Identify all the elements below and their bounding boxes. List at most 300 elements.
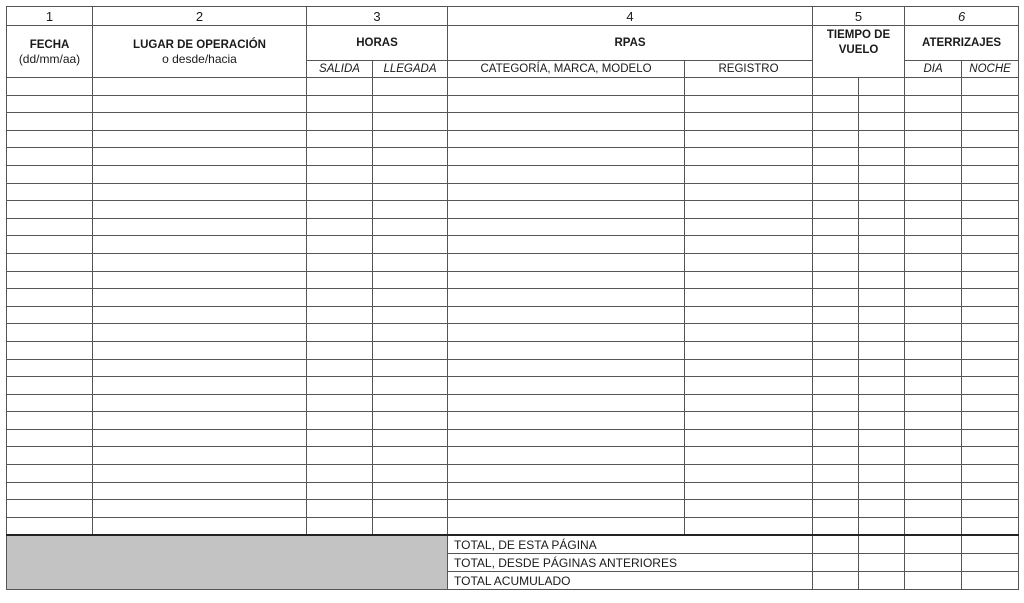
fecha-cell[interactable] [7, 201, 93, 219]
tiempo-m-cell[interactable] [859, 165, 905, 183]
categoria-cell[interactable] [448, 236, 685, 254]
tiempo-m-cell[interactable] [859, 465, 905, 483]
llegada-cell[interactable] [373, 500, 448, 518]
lugar-cell[interactable] [93, 447, 307, 465]
header-lugar-label: LUGAR DE OPERACIÓN [133, 38, 266, 51]
noche-cell[interactable] [962, 165, 1019, 183]
header-noche: NOCHE [962, 61, 1019, 78]
fecha-cell[interactable] [7, 218, 93, 236]
lugar-cell[interactable] [93, 95, 307, 113]
header-tiempo-vuelo [813, 26, 905, 61]
salida-cell[interactable] [307, 359, 373, 377]
llegada-cell[interactable] [373, 183, 448, 201]
fecha-cell[interactable] [7, 447, 93, 465]
lugar-cell[interactable] [93, 500, 307, 518]
noche-cell[interactable] [962, 201, 1019, 219]
registro-cell[interactable] [685, 306, 813, 324]
salida-cell[interactable] [307, 289, 373, 307]
log-entry-row [7, 201, 1019, 219]
noche-cell[interactable] [962, 465, 1019, 483]
noche-cell[interactable] [962, 341, 1019, 359]
lugar-cell[interactable] [93, 377, 307, 395]
tiempo-m-cell[interactable] [859, 359, 905, 377]
registro-cell[interactable] [685, 412, 813, 430]
header-llegada: LLEGADA [373, 61, 448, 78]
log-entry-row [7, 289, 1019, 307]
salida-cell[interactable] [307, 113, 373, 131]
tiempo-m-cell[interactable] [859, 183, 905, 201]
tiempo-h-cell[interactable] [813, 218, 859, 236]
registro-cell[interactable] [685, 324, 813, 342]
dia-cell[interactable] [905, 482, 962, 500]
lugar-cell[interactable] [93, 306, 307, 324]
salida-cell[interactable] [307, 517, 373, 535]
categoria-cell[interactable] [448, 289, 685, 307]
dia-cell[interactable] [905, 341, 962, 359]
categoria-cell[interactable] [448, 377, 685, 395]
dia-cell[interactable] [905, 183, 962, 201]
dia-cell[interactable] [905, 289, 962, 307]
fecha-cell[interactable] [7, 517, 93, 535]
categoria-cell[interactable] [448, 341, 685, 359]
fecha-cell[interactable] [7, 306, 93, 324]
noche-cell[interactable] [962, 482, 1019, 500]
noche-cell[interactable] [962, 130, 1019, 148]
log-entry-row [7, 429, 1019, 447]
registro-cell[interactable] [685, 236, 813, 254]
header-lugar [93, 26, 307, 78]
registro-cell[interactable] [685, 201, 813, 219]
tiempo-m-cell[interactable] [859, 148, 905, 166]
llegada-cell[interactable] [373, 253, 448, 271]
col-number-5: 5 [813, 7, 905, 26]
llegada-cell[interactable] [373, 236, 448, 254]
fecha-cell[interactable] [7, 465, 93, 483]
salida-cell[interactable] [307, 412, 373, 430]
tiempo-h-cell[interactable] [813, 500, 859, 518]
dia-cell[interactable] [905, 165, 962, 183]
categoria-cell[interactable] [448, 183, 685, 201]
noche-cell[interactable] [962, 359, 1019, 377]
log-entry-row [7, 517, 1019, 535]
dia-cell[interactable] [905, 359, 962, 377]
noche-cell[interactable] [962, 218, 1019, 236]
llegada-cell[interactable] [373, 377, 448, 395]
tiempo-m-cell[interactable] [859, 306, 905, 324]
total-tiempo-m-cell[interactable] [859, 535, 905, 554]
salida-cell[interactable] [307, 447, 373, 465]
noche-cell[interactable] [962, 324, 1019, 342]
dia-cell[interactable] [905, 306, 962, 324]
dia-cell[interactable] [905, 429, 962, 447]
header-row [7, 26, 1019, 61]
fecha-cell[interactable] [7, 359, 93, 377]
categoria-cell[interactable] [448, 113, 685, 131]
noche-cell[interactable] [962, 78, 1019, 96]
total-row [7, 535, 1019, 554]
header-fecha [7, 26, 93, 78]
lugar-cell[interactable] [93, 412, 307, 430]
dia-cell[interactable] [905, 148, 962, 166]
tiempo-h-cell[interactable] [813, 341, 859, 359]
registro-cell[interactable] [685, 377, 813, 395]
total-label: TOTAL, DESDE PÁGINAS ANTERIORES [448, 554, 813, 572]
tiempo-h-cell[interactable] [813, 253, 859, 271]
log-entry-row [7, 324, 1019, 342]
registro-cell[interactable] [685, 271, 813, 289]
llegada-cell[interactable] [373, 482, 448, 500]
log-entry-row [7, 359, 1019, 377]
dia-cell[interactable] [905, 394, 962, 412]
tiempo-h-cell[interactable] [813, 201, 859, 219]
llegada-cell[interactable] [373, 412, 448, 430]
registro-cell[interactable] [685, 253, 813, 271]
salida-cell[interactable] [307, 306, 373, 324]
registro-cell[interactable] [685, 78, 813, 96]
registro-cell[interactable] [685, 500, 813, 518]
tiempo-m-cell[interactable] [859, 324, 905, 342]
salida-cell[interactable] [307, 201, 373, 219]
dia-cell[interactable] [905, 412, 962, 430]
llegada-cell[interactable] [373, 324, 448, 342]
dia-cell[interactable] [905, 271, 962, 289]
lugar-cell[interactable] [93, 429, 307, 447]
header-tiempo-vuelo-label: TIEMPO DE VUELO [826, 29, 891, 57]
categoria-cell[interactable] [448, 271, 685, 289]
llegada-cell[interactable] [373, 165, 448, 183]
categoria-cell[interactable] [448, 165, 685, 183]
registro-cell[interactable] [685, 95, 813, 113]
noche-cell[interactable] [962, 148, 1019, 166]
tiempo-h-cell[interactable] [813, 429, 859, 447]
log-entry-row [7, 482, 1019, 500]
llegada-cell[interactable] [373, 218, 448, 236]
tiempo-m-cell[interactable] [859, 447, 905, 465]
fecha-cell[interactable] [7, 253, 93, 271]
lugar-cell[interactable] [93, 324, 307, 342]
categoria-cell[interactable] [448, 412, 685, 430]
llegada-cell[interactable] [373, 306, 448, 324]
dia-cell[interactable] [905, 78, 962, 96]
llegada-cell[interactable] [373, 341, 448, 359]
header-fecha-format: (dd/mm/aa) [18, 51, 81, 66]
tiempo-m-cell[interactable] [859, 289, 905, 307]
dia-cell[interactable] [905, 377, 962, 395]
tiempo-h-cell[interactable] [813, 271, 859, 289]
salida-cell[interactable] [307, 324, 373, 342]
tiempo-m-cell[interactable] [859, 500, 905, 518]
noche-cell[interactable] [962, 289, 1019, 307]
log-entry-row [7, 465, 1019, 483]
categoria-cell[interactable] [448, 359, 685, 377]
tiempo-m-cell[interactable] [859, 113, 905, 131]
fecha-cell[interactable] [7, 500, 93, 518]
salida-cell[interactable] [307, 253, 373, 271]
tiempo-h-cell[interactable] [813, 113, 859, 131]
tiempo-h-cell[interactable] [813, 412, 859, 430]
noche-cell[interactable] [962, 253, 1019, 271]
categoria-cell[interactable] [448, 78, 685, 96]
registro-cell[interactable] [685, 359, 813, 377]
lugar-cell[interactable] [93, 218, 307, 236]
fecha-cell[interactable] [7, 271, 93, 289]
total-tiempo-m-cell[interactable] [859, 554, 905, 572]
salida-cell[interactable] [307, 78, 373, 96]
tiempo-h-cell[interactable] [813, 447, 859, 465]
dia-cell[interactable] [905, 218, 962, 236]
dia-cell[interactable] [905, 500, 962, 518]
tiempo-h-cell[interactable] [813, 377, 859, 395]
registro-cell[interactable] [685, 465, 813, 483]
tiempo-h-cell[interactable] [813, 324, 859, 342]
dia-cell[interactable] [905, 130, 962, 148]
registro-cell[interactable] [685, 130, 813, 148]
salida-cell[interactable] [307, 165, 373, 183]
total-noche-cell[interactable] [962, 572, 1019, 590]
noche-cell[interactable] [962, 183, 1019, 201]
llegada-cell[interactable] [373, 359, 448, 377]
total-tiempo-h-cell[interactable] [813, 572, 859, 590]
tiempo-m-cell[interactable] [859, 377, 905, 395]
dia-cell[interactable] [905, 465, 962, 483]
total-dia-cell[interactable] [905, 572, 962, 590]
tiempo-h-cell[interactable] [813, 130, 859, 148]
tiempo-m-cell[interactable] [859, 271, 905, 289]
registro-cell[interactable] [685, 394, 813, 412]
tiempo-m-cell[interactable] [859, 201, 905, 219]
tiempo-m-cell[interactable] [859, 429, 905, 447]
categoria-cell[interactable] [448, 201, 685, 219]
llegada-cell[interactable] [373, 429, 448, 447]
tiempo-h-cell[interactable] [813, 165, 859, 183]
noche-cell[interactable] [962, 447, 1019, 465]
lugar-cell[interactable] [93, 359, 307, 377]
tiempo-m-cell[interactable] [859, 341, 905, 359]
tiempo-h-cell[interactable] [813, 78, 859, 96]
header-rpas: RPAS [448, 26, 813, 61]
dia-cell[interactable] [905, 113, 962, 131]
noche-cell[interactable] [962, 412, 1019, 430]
tiempo-m-cell[interactable] [859, 517, 905, 535]
tiempo-h-cell[interactable] [813, 148, 859, 166]
tiempo-h-cell[interactable] [813, 394, 859, 412]
tiempo-m-cell[interactable] [859, 482, 905, 500]
salida-cell[interactable] [307, 236, 373, 254]
salida-cell[interactable] [307, 394, 373, 412]
tiempo-m-cell[interactable] [859, 236, 905, 254]
salida-cell[interactable] [307, 341, 373, 359]
lugar-cell[interactable] [93, 183, 307, 201]
total-dia-cell[interactable] [905, 554, 962, 572]
categoria-cell[interactable] [448, 306, 685, 324]
categoria-cell[interactable] [448, 218, 685, 236]
salida-cell[interactable] [307, 218, 373, 236]
tiempo-m-cell[interactable] [859, 218, 905, 236]
log-entry-row [7, 113, 1019, 131]
registro-cell[interactable] [685, 289, 813, 307]
tiempo-h-cell[interactable] [813, 95, 859, 113]
log-entry-row [7, 130, 1019, 148]
dia-cell[interactable] [905, 447, 962, 465]
dia-cell[interactable] [905, 324, 962, 342]
registro-cell[interactable] [685, 482, 813, 500]
categoria-cell[interactable] [448, 447, 685, 465]
categoria-cell[interactable] [448, 429, 685, 447]
llegada-cell[interactable] [373, 201, 448, 219]
tiempo-m-cell[interactable] [859, 394, 905, 412]
categoria-cell[interactable] [448, 517, 685, 535]
lugar-cell[interactable] [93, 271, 307, 289]
dia-cell[interactable] [905, 95, 962, 113]
tiempo-m-cell[interactable] [859, 412, 905, 430]
fecha-cell[interactable] [7, 341, 93, 359]
fecha-cell[interactable] [7, 130, 93, 148]
llegada-cell[interactable] [373, 148, 448, 166]
lugar-cell[interactable] [93, 341, 307, 359]
registro-cell[interactable] [685, 341, 813, 359]
fecha-cell[interactable] [7, 289, 93, 307]
log-entry-row [7, 271, 1019, 289]
categoria-cell[interactable] [448, 465, 685, 483]
log-entry-row [7, 412, 1019, 430]
total-tiempo-h-cell[interactable] [813, 535, 859, 554]
total-noche-cell[interactable] [962, 554, 1019, 572]
llegada-cell[interactable] [373, 130, 448, 148]
salida-cell[interactable] [307, 183, 373, 201]
fecha-cell[interactable] [7, 148, 93, 166]
lugar-cell[interactable] [93, 165, 307, 183]
fecha-cell[interactable] [7, 78, 93, 96]
fecha-cell[interactable] [7, 95, 93, 113]
tiempo-m-cell[interactable] [859, 253, 905, 271]
tiempo-h-cell[interactable] [813, 236, 859, 254]
llegada-cell[interactable] [373, 517, 448, 535]
salida-cell[interactable] [307, 130, 373, 148]
salida-cell[interactable] [307, 271, 373, 289]
fecha-cell[interactable] [7, 429, 93, 447]
salida-cell[interactable] [307, 148, 373, 166]
salida-cell[interactable] [307, 465, 373, 483]
lugar-cell[interactable] [93, 465, 307, 483]
salida-cell[interactable] [307, 429, 373, 447]
dia-cell[interactable] [905, 201, 962, 219]
log-entry-row [7, 377, 1019, 395]
lugar-cell[interactable] [93, 394, 307, 412]
llegada-cell[interactable] [373, 447, 448, 465]
tiempo-h-cell[interactable] [813, 306, 859, 324]
llegada-cell[interactable] [373, 95, 448, 113]
llegada-cell[interactable] [373, 289, 448, 307]
tiempo-m-cell[interactable] [859, 95, 905, 113]
fecha-cell[interactable] [7, 377, 93, 395]
categoria-cell[interactable] [448, 148, 685, 166]
lugar-cell[interactable] [93, 482, 307, 500]
lugar-cell[interactable] [93, 253, 307, 271]
noche-cell[interactable] [962, 377, 1019, 395]
tiempo-h-cell[interactable] [813, 359, 859, 377]
noche-cell[interactable] [962, 271, 1019, 289]
salida-cell[interactable] [307, 482, 373, 500]
categoria-cell[interactable] [448, 500, 685, 518]
dia-cell[interactable] [905, 253, 962, 271]
log-entry-row [7, 78, 1019, 96]
noche-cell[interactable] [962, 95, 1019, 113]
salida-cell[interactable] [307, 500, 373, 518]
salida-cell[interactable] [307, 377, 373, 395]
llegada-cell[interactable] [373, 394, 448, 412]
llegada-cell[interactable] [373, 78, 448, 96]
categoria-cell[interactable] [448, 253, 685, 271]
categoria-cell[interactable] [448, 324, 685, 342]
noche-cell[interactable] [962, 113, 1019, 131]
noche-cell[interactable] [962, 306, 1019, 324]
tiempo-h-cell[interactable] [813, 183, 859, 201]
tiempo-h-cell[interactable] [813, 517, 859, 535]
fecha-cell[interactable] [7, 183, 93, 201]
lugar-cell[interactable] [93, 201, 307, 219]
total-tiempo-m-cell[interactable] [859, 572, 905, 590]
categoria-cell[interactable] [448, 482, 685, 500]
tiempo-m-cell[interactable] [859, 130, 905, 148]
lugar-cell[interactable] [93, 113, 307, 131]
lugar-cell[interactable] [93, 130, 307, 148]
total-dia-cell[interactable] [905, 535, 962, 554]
registro-cell[interactable] [685, 183, 813, 201]
noche-cell[interactable] [962, 500, 1019, 518]
registro-cell[interactable] [685, 517, 813, 535]
tiempo-h-cell[interactable] [813, 465, 859, 483]
fecha-cell[interactable] [7, 113, 93, 131]
categoria-cell[interactable] [448, 394, 685, 412]
tiempo-m-cell[interactable] [859, 78, 905, 96]
dia-cell[interactable] [905, 517, 962, 535]
categoria-cell[interactable] [448, 130, 685, 148]
lugar-cell[interactable] [93, 236, 307, 254]
llegada-cell[interactable] [373, 113, 448, 131]
llegada-cell[interactable] [373, 465, 448, 483]
tiempo-h-cell[interactable] [813, 482, 859, 500]
lugar-cell[interactable] [93, 78, 307, 96]
total-tiempo-h-cell[interactable] [813, 554, 859, 572]
llegada-cell[interactable] [373, 271, 448, 289]
header-dia: DIA [905, 61, 962, 78]
fecha-cell[interactable] [7, 165, 93, 183]
noche-cell[interactable] [962, 394, 1019, 412]
registro-cell[interactable] [685, 447, 813, 465]
registro-cell[interactable] [685, 218, 813, 236]
noche-cell[interactable] [962, 517, 1019, 535]
lugar-cell[interactable] [93, 517, 307, 535]
total-noche-cell[interactable] [962, 535, 1019, 554]
fecha-cell[interactable] [7, 412, 93, 430]
dia-cell[interactable] [905, 236, 962, 254]
lugar-cell[interactable] [93, 289, 307, 307]
tiempo-h-cell[interactable] [813, 289, 859, 307]
fecha-cell[interactable] [7, 394, 93, 412]
salida-cell[interactable] [307, 95, 373, 113]
registro-cell[interactable] [685, 429, 813, 447]
fecha-cell[interactable] [7, 482, 93, 500]
registro-cell[interactable] [685, 165, 813, 183]
fecha-cell[interactable] [7, 324, 93, 342]
noche-cell[interactable] [962, 429, 1019, 447]
noche-cell[interactable] [962, 236, 1019, 254]
categoria-cell[interactable] [448, 95, 685, 113]
fecha-cell[interactable] [7, 236, 93, 254]
registro-cell[interactable] [685, 148, 813, 166]
registro-cell[interactable] [685, 113, 813, 131]
lugar-cell[interactable] [93, 148, 307, 166]
